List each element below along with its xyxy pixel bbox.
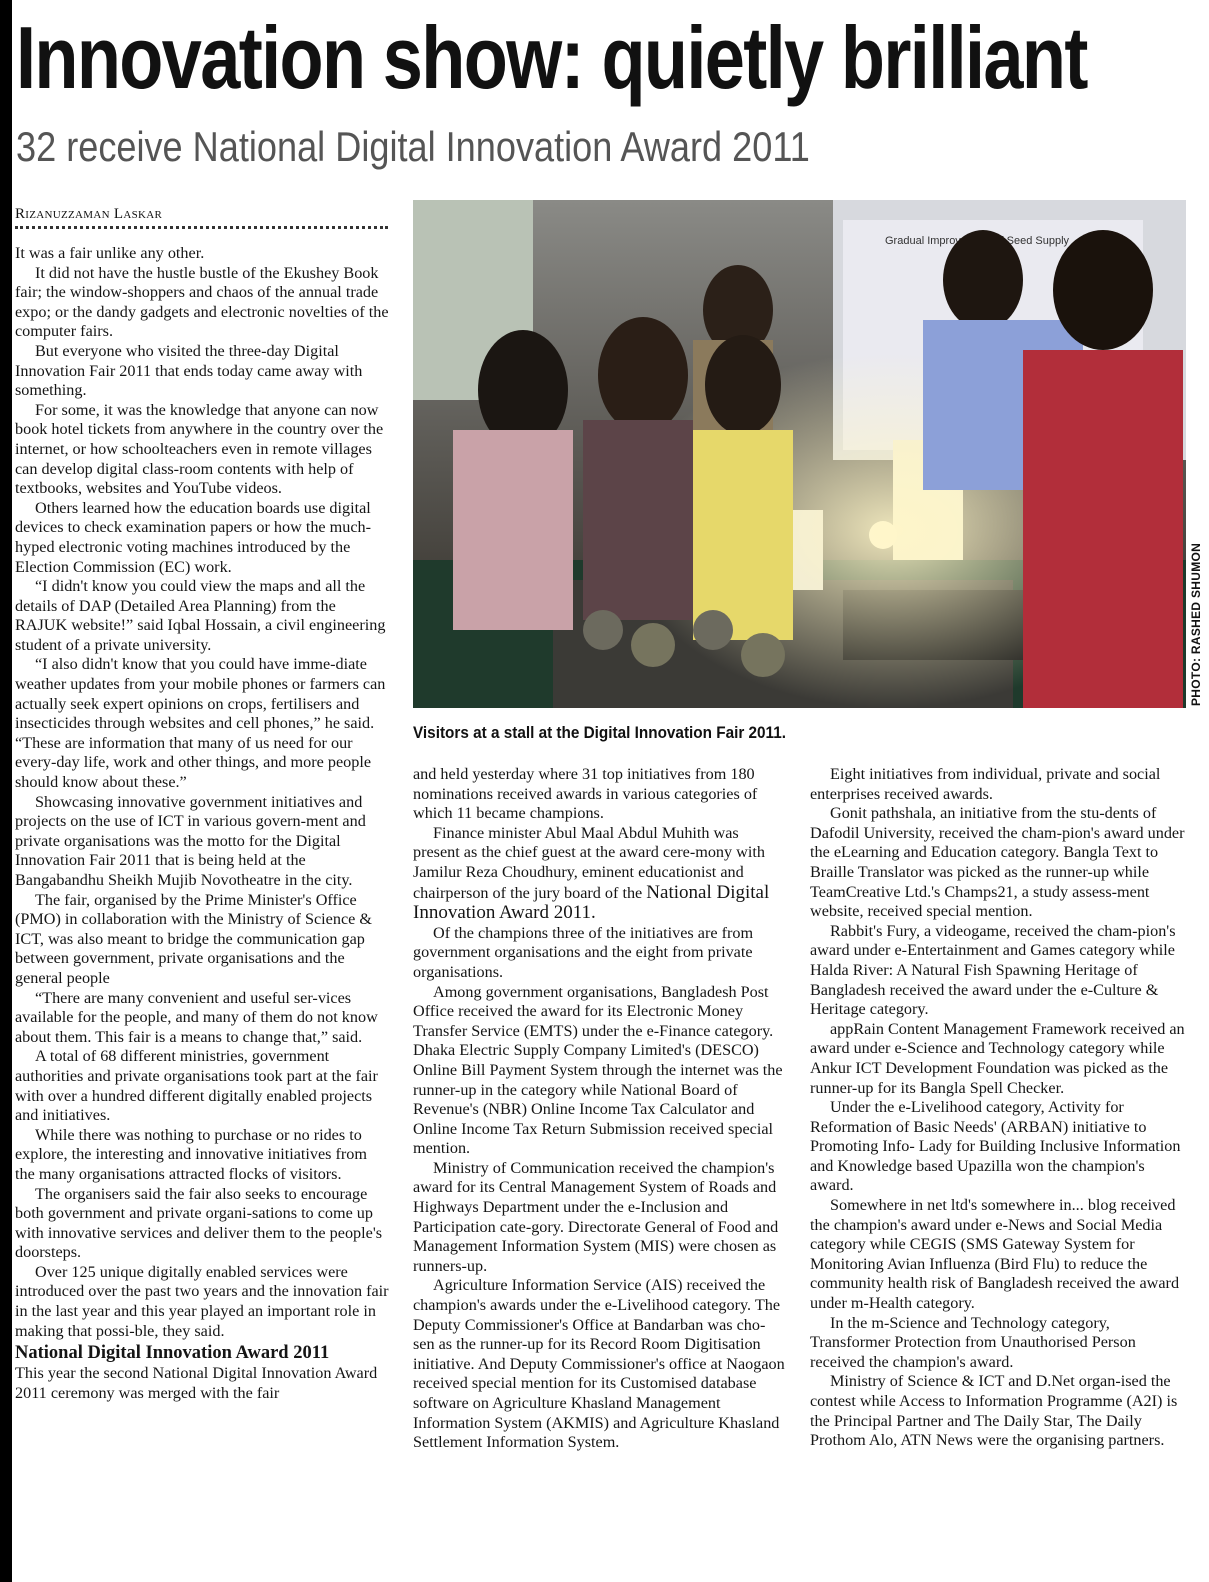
paragraph: “I also didn't know that you could have imme-diate weather updates from your mobile phones or farmers can actually seek expert opinions on crops, fertilisers and insecticides through websites and cell phones,” he said. “These are information that many of us need for our every-day life, work and other things, and more people should know about these.” — [15, 655, 386, 792]
paragraph: Among government organisations, Bangladesh Post Office received the award for its Electronic Money Transfer Service (EMTS) under the e-Finance category. Dhaka Electric Supply Company Limited's (DESCO) Online Bill Payment System through the internet was the runner-up in the category while National Board of Revenue's (NBR) Online Income Tax Calculator and Online Income Tax Return Submission received special mention. — [413, 982, 783, 1158]
paragraph: Of the champions three of the initiatives are from government organisations and the eight from private organisations. — [413, 923, 754, 981]
article-column-2 — [413, 765, 785, 1453]
paragraph: But everyone who visited the three-day Digital Innovation Fair 2011 that ends today came away with something. — [15, 341, 363, 400]
section-subhead: National Digital Innovation Award 2011 — [15, 1343, 330, 1364]
paragraph: Ministry of Communication received the champion's award for its Central Management System of Roads and Highways Department under the e-Inclusion and Participation cate-gory. Directorate General of Food and Management Information System (MIS) were chosen as runners-up. — [413, 1158, 779, 1275]
paragraph: Agriculture Information Service (AIS) received the champion's awards under the e-Livelihood category. The Deputy Commissioner's Office at Bandarban was cho-sen as the runner-up for its Record Room Digitisation initiative. And Deputy Commissioner's office at Naogaon received special mention for its Customised database software on Agriculture Khasland Management Information System (AKMIS) and Agriculture Khasland Settlement Information System. — [413, 1276, 785, 1452]
paragraph: In the m-Science and Technology category, Transformer Protection from Unauthorised Person received the champion's award. — [810, 1313, 1136, 1371]
paragraph: While there was nothing to purchase or no rides to explore, the interesting and innovative initiatives from the many organisations attracted flocks of visitors. — [15, 1125, 367, 1183]
paragraph: “I didn't know you could view the maps and all the details of DAP (Detailed Area Planning) from the RAJUK website!” said Iqbal Hossain, a civil engineering student of a private university. — [15, 577, 386, 654]
paragraph: Somewhere in net ltd's somewhere in... blog received the champion's award under e-News and Social Media category while CEGIS (SMS Gateway System for Monitoring Avian Influenza (Bird Flu) to reduce the community health risk of Bangladesh received the award under m-Health category. — [810, 1196, 1180, 1313]
paragraph: Showcasing innovative government initiatives and projects on the use of ICT in various govern-ment and private organisations was the motto for the Digital Innovation Fair 2011 that is being held at the Bangabandhu Sheikh Mujib Novotheatre in the city. — [15, 792, 366, 889]
article-column-3 — [810, 765, 1188, 1451]
paragraph: and held yesterday where 31 top initiatives from 180 nominations received awards in various categories of which 11 became champions. — [413, 765, 758, 823]
paragraph: Finance minister Abul Maal Abdul Muhith was present as the chief guest at the award cere-mony with Jamilur Reza Choudhury, eminent educationist and chairperson of the jury board of the National Digital Innovation Award 2011. — [413, 823, 770, 924]
paragraph: appRain Content Management Framework received an award under e-Science and Technology category while Ankur ICT Development Foundation was picked as the runner-up for its Bangla Spell Checker. — [810, 1019, 1185, 1097]
paragraph: This year the second National Digital Innovation Award 2011 ceremony was merged with the fair — [15, 1364, 378, 1402]
paragraph: Over 125 unique digitally enabled services were introduced over the past two years and the innovation fair in the last year and this year played an important role in making that possi-ble, they said. — [15, 1262, 389, 1340]
paragraph: The fair, organised by the Prime Minister's Office (PMO) in collaboration with the Ministry of Science & ICT, was also meant to bridge the communication gap between government, private organisations and the general people — [15, 890, 372, 987]
stall-photo — [413, 200, 1186, 708]
paragraph: Others learned how the education boards use digital devices to check examination papers or how the much-hyped electronic voting machines introduced by the Election Commission (EC) work. — [15, 498, 371, 576]
photo-caption: Visitors at a stall at the Digital Innovation Fair 2011. — [413, 723, 786, 742]
paragraph: Eight initiatives from individual, private and social enterprises received awards. — [810, 765, 1161, 803]
byline: Rizanuzzaman Laskar — [15, 206, 163, 222]
paragraph: It did not have the hustle bustle of the Ekushey Book fair; the window-shoppers and chaos of the annual trade expo; or the dandy gadgets and electronic novelties of the computer fairs. — [15, 263, 389, 341]
paragraph: “There are many convenient and useful ser-vices available for the people, and many of them do not know about them. This fair is a means to change that,” said. — [15, 988, 378, 1046]
left-edge-bar — [0, 0, 12, 1582]
headline: Innovation show: quietly brilliant — [16, 8, 1087, 107]
award-name: National Digital Innovation Award 2011. — [413, 881, 770, 924]
paragraph: The organisers said the fair also seeks to encourage both government and private organi-sations to come up with innovative services and deliver them to the people's doorsteps. — [15, 1184, 383, 1262]
paragraph: For some, it was the knowledge that anyone can now book hotel tickets from anywhere in the country over the internet, or how schoolteachers even in remote villages can develop digital class-room contents with help of textbooks, websites and YouTube videos. — [15, 400, 384, 498]
paragraph: Rabbit's Fury, a videogame, received the cham-pion's award under e-Entertainment and Games category while Halda River: A Natural Fish Spawning Heritage of Bangladesh received the award under the e-Culture & Heritage category. — [810, 921, 1176, 1019]
paragraph: Ministry of Science & ICT and D.Net organ-ised the contest while Access to Information Programme (A2I) is the Principal Partner and The Daily Star, The Daily Prothom Alo, ATN News were the organising partners. — [810, 1372, 1178, 1450]
photo-credit: PHOTO: RASHED SHUMON — [1189, 542, 1203, 706]
paragraph: It was a fair unlike any other. — [15, 244, 205, 262]
paragraph: Gonit pathshala, an initiative from the stu-dents of Dafodil University, received the cham-pion's award under the eLearning and Education category. Bangla Text to Braille Translator was picked as the runner-up while TeamCreative Ltd.'s Champs21, a study assess-ment website, received special mention. — [810, 804, 1185, 921]
paragraph: Under the e-Livelihood category, Activity for Reformation of Basic Needs' (ARBAN) initiative to Promoting Info- Lady for Building Inclusive Information and Knowledge based Upazilla won the champion's award. — [810, 1098, 1181, 1195]
subheadline: 32 receive National Digital Innovation Award 2011 — [16, 123, 810, 170]
byline-divider — [15, 226, 388, 229]
paragraph: A total of 68 different ministries, government authorities and private organisations took part at the fair with over a hundred different digitally enabled projects and initiatives. — [15, 1047, 378, 1125]
article-column-1 — [15, 244, 390, 1403]
